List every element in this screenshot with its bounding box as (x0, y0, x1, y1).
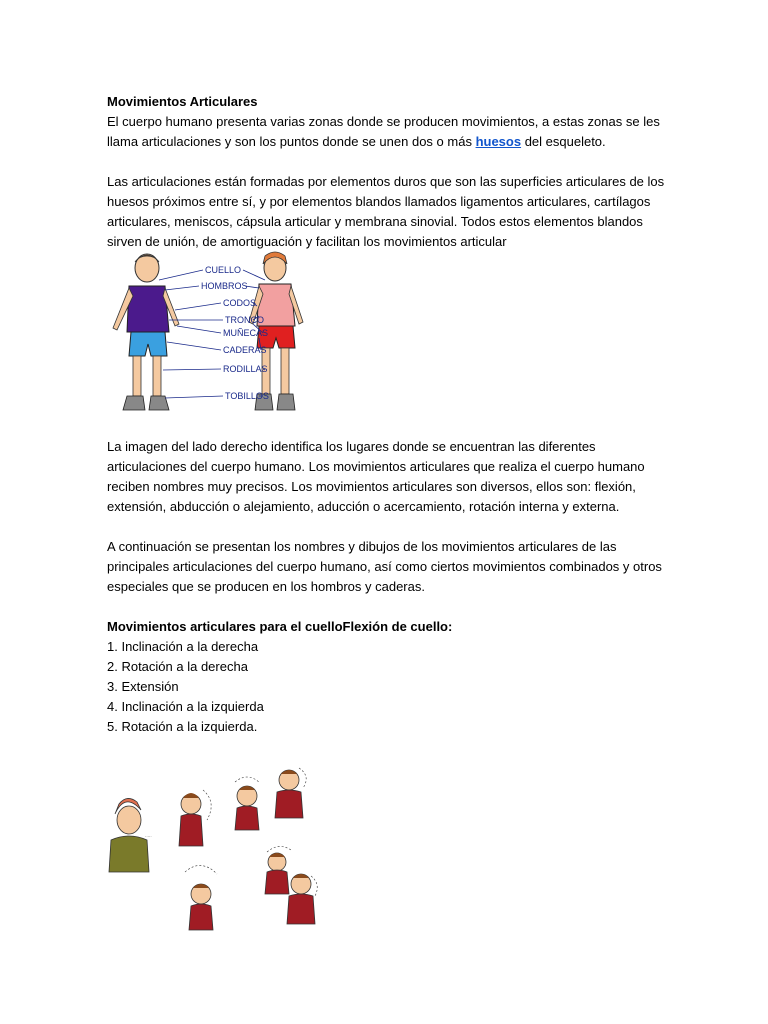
intro-text-start: El cuerpo humano presenta varias zonas donde se producen movimientos, a estas zonas se les llama articulaciones y son los puntos donde se unen dos o más (107, 114, 660, 149)
neck-figure-3 (275, 768, 306, 818)
instructor-figure (109, 798, 152, 872)
huesos-link[interactable]: huesos (475, 134, 522, 149)
neck-figure-1 (179, 790, 211, 846)
label-caderas: CADERAS (223, 345, 267, 355)
paragraph-image-description: La imagen del lado derecho identifica los lugares donde se encuentran las diferentes articulaciones del cuerpo humano. Los movimientos articulares que realiza el cuerpo humano reciben nombres muy precisos. Los movimientos articulares son diversos, ellos son: flexión, extensión, abducción o alejamiento, aducción o acercamiento, rotación interna y externa. (107, 439, 645, 514)
document-title: Movimientos Articulares (107, 94, 258, 109)
label-tobillos: TOBILLOS (225, 391, 269, 401)
list-item: 5. Rotación a la izquierda. (107, 719, 258, 734)
joints-illustration (107, 250, 307, 420)
list-item: 4. Inclinación a la izquierda (107, 699, 264, 714)
list-item: 2. Rotación a la derecha (107, 659, 248, 674)
neck-movement-list (107, 637, 677, 737)
list-item: 3. Extensión (107, 679, 179, 694)
paragraph-composition: Las articulaciones están formadas por elementos duros que son las superficies articulares de los huesos próximos entre sí, y por elementos blandos llamados ligamentos articulares, cartílagos articulares, meniscos, cápsula articular y membrana sinovial. Todos estos elementos blandos sirven de unión, de amortiguación y facilitan los movimientos articular (107, 174, 665, 249)
neck-figure-4 (265, 846, 291, 894)
label-munecas: MUÑECAS (223, 328, 269, 338)
paragraph-introduction-list: A continuación se presentan los nombres y dibujos de los movimientos articulares de las principales articulaciones del cuerpo humano, así como ciertos movimientos combinados y otros especiales que se producen en los hombros y caderas. (107, 539, 662, 594)
neck-movements-illustration (107, 762, 327, 932)
neck-figure-2 (235, 777, 259, 830)
intro-text-end: del esqueleto. (521, 134, 606, 149)
neck-figure-5 (287, 874, 317, 924)
list-item: 1. Inclinación a la derecha (107, 639, 259, 654)
label-cuello: CUELLO (205, 265, 242, 275)
label-hombros: HOMBROS (201, 281, 248, 291)
instructor-speech-icon: ····· (145, 834, 152, 839)
label-tronco: TRONCO (225, 315, 264, 325)
label-rodillas: RODILLAS (223, 364, 268, 374)
neck-figure-6 (185, 865, 217, 930)
paragraph-intro (107, 112, 677, 152)
label-codos: CODOS (223, 298, 257, 308)
neck-heading: Movimientos articulares para el cuelloFlexión de cuello: (107, 619, 453, 634)
